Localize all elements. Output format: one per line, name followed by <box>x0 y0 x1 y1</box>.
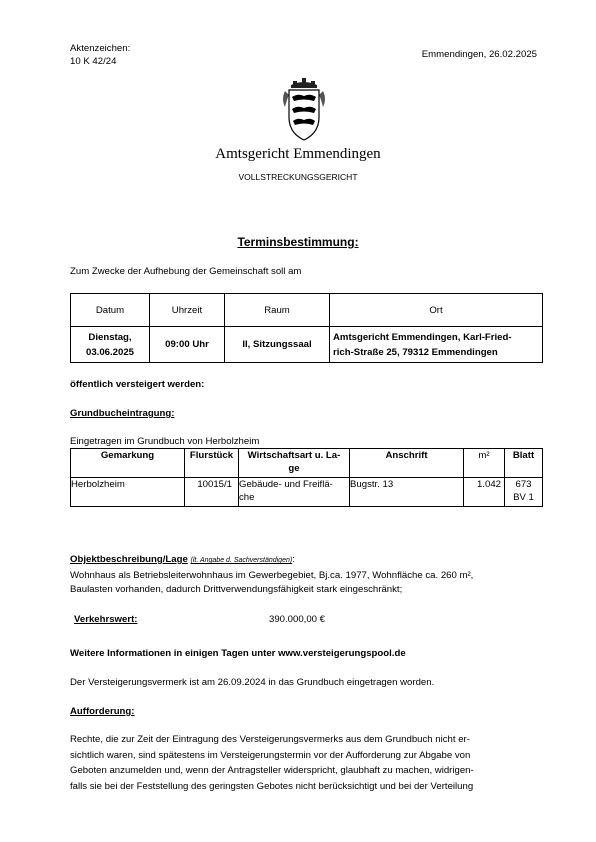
header-anschrift: Anschrift <box>350 449 464 478</box>
cell-blatt-line: BV 1 <box>513 492 534 503</box>
termin-uhrzeit: 09:00 Uhr <box>150 327 225 363</box>
grundbuch-header-row <box>71 449 543 478</box>
file-reference <box>70 42 130 68</box>
objekt-line: Baulasten vorhanden, dadurch Drittverwendungsfähigkeit stark eingeschränkt; <box>70 584 403 595</box>
intro-text: Zum Zwecke der Aufhebung der Gemeinschaft soll am <box>70 266 302 277</box>
grundbuch-row <box>71 478 543 507</box>
grundbuch-intro: Eingetragen im Grundbuch von Herbolzheim <box>70 436 260 447</box>
court-subtitle: VOLLSTRECKUNGSGERICHT <box>238 172 358 182</box>
coat-of-arms-icon <box>281 77 327 143</box>
header-datum: Datum <box>71 294 150 327</box>
termin-row <box>71 327 543 363</box>
termin-ort-line: Amtsgericht Emmendingen, Karl-Fried- <box>333 331 512 343</box>
cell-wirtschaftsart <box>239 478 350 507</box>
termin-weekday: Dienstag, <box>88 331 132 343</box>
document-title: Terminsbestimmung: <box>237 235 359 249</box>
vermerk-text: Der Versteigerungsvermerk ist am 26.09.2024 in das Grundbuch eingetragen worden. <box>70 677 435 688</box>
header-ort: Ort <box>330 294 543 327</box>
aufforderung-line: falls sie bei der Feststellung des geringsten Gebotes nicht berücksichtigt und bei der Verteilung <box>70 780 474 792</box>
objekt-line: Wohnhaus als Betriebsleiterwohnhaus im Gewerbegebiet, Bj.ca. 1977, Wohnfläche ca. 260 m², <box>70 570 474 581</box>
cell-blatt <box>505 478 543 507</box>
header-flurstueck: Flurstück <box>185 449 239 478</box>
cell-wirtschaftsart-line: Gebäude- und Freiflä- <box>239 479 333 490</box>
versteigert-text: öffentlich versteigert werden: <box>70 379 205 390</box>
cell-anschrift: Bugstr. 13 <box>350 478 464 507</box>
objekt-heading-colon: : <box>292 554 295 565</box>
verkehrswert-label: Verkehrswert: <box>74 614 138 625</box>
termin-ort <box>330 327 543 363</box>
termin-ort-line: rich-Straße 25, 79312 Emmendingen <box>333 346 498 358</box>
objekt-heading: Objektbeschreibung/Lage <box>70 554 188 565</box>
header-raum: Raum <box>225 294 330 327</box>
grundbuch-table <box>70 448 543 507</box>
header-wirtschaftsart <box>239 449 350 478</box>
cell-flurstueck: 10015/1 <box>185 478 239 507</box>
termin-table <box>70 293 543 363</box>
termin-raum: II, Sitzungssaal <box>225 327 330 363</box>
court-name: Amtsgericht Emmendingen <box>215 146 381 162</box>
place-date: Emmendingen, 26.02.2025 <box>421 49 537 60</box>
termin-header-row <box>71 294 543 327</box>
grundbuch-heading: Grundbucheintragung: <box>70 408 175 419</box>
aufforderung-line: Geboten anzumelden und, wenn der Antragsteller widerspricht, glaubhaft zu machen, widrigen- <box>70 765 474 776</box>
aufforderung-text <box>70 732 543 794</box>
aktenzeichen-value: 10 K 42/24 <box>70 56 117 67</box>
termin-datum <box>71 327 150 363</box>
header-uhrzeit: Uhrzeit <box>150 294 225 327</box>
objekt-heading-note: (lt. Angabe d. Sachverständigen) <box>190 557 293 564</box>
aufforderung-heading: Aufforderung: <box>70 706 135 717</box>
verkehrswert-value: 390.000,00 € <box>269 614 326 625</box>
aufforderung-line: sichtlich waren, sind spätestens im Versteigerungstermin vor der Aufforderung zur Abgabe von <box>70 749 471 761</box>
termin-date: 03.06.2025 <box>85 346 134 358</box>
header-blatt: Blatt <box>505 449 543 478</box>
cell-qm: 1.042 <box>464 478 505 507</box>
header-gemarkung: Gemarkung <box>71 449 185 478</box>
header-qm: m² <box>464 449 505 478</box>
cell-blatt-line: 673 <box>515 479 532 490</box>
objekt-heading-line <box>70 554 295 565</box>
objekt-description <box>70 569 473 597</box>
aktenzeichen-label: Aktenzeichen: <box>70 43 131 54</box>
cell-wirtschaftsart-line: che <box>239 492 255 503</box>
aufforderung-line: Rechte, die zur Zeit der Eintragung des Versteigerungsvermerks aus dem Grundbuch nicht er- <box>70 734 470 745</box>
cell-gemarkung: Herbolzheim <box>71 478 185 507</box>
weitere-info: Weitere Informationen in einigen Tagen unter www.versteigerungspool.de <box>70 648 406 659</box>
header-wirtschaftsart-line: ge <box>288 463 300 474</box>
header-wirtschaftsart-line: Wirtschaftsart u. La- <box>247 450 341 461</box>
